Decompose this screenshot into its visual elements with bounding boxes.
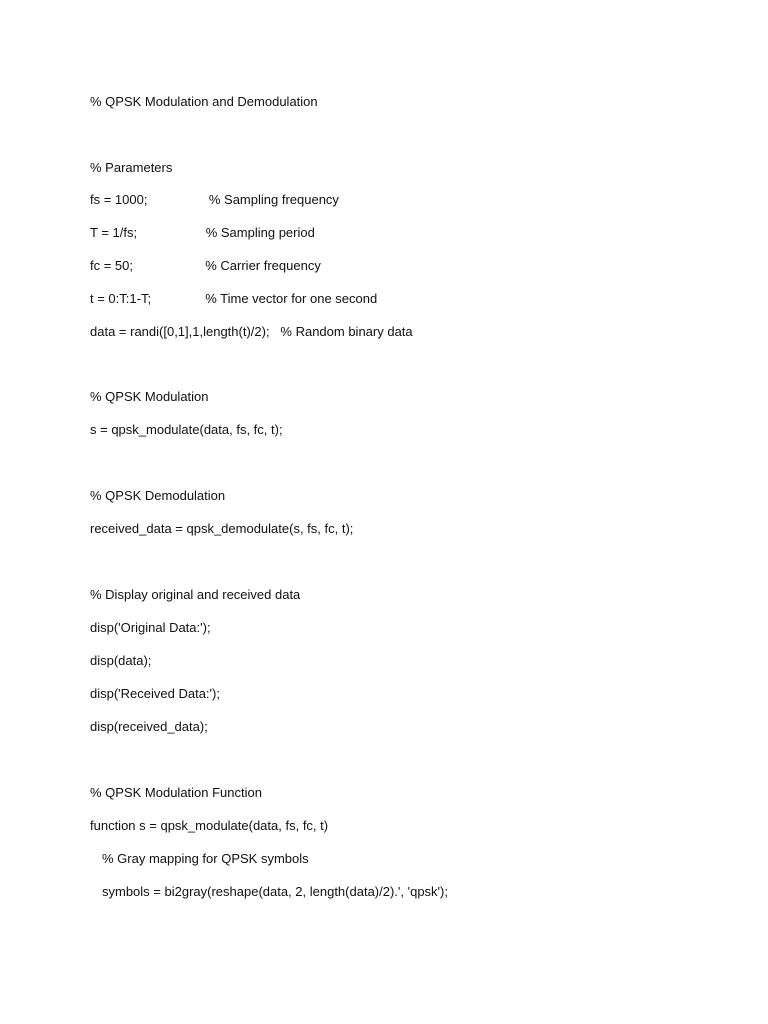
- code-line: % QPSK Modulation Function: [90, 785, 262, 800]
- code-line: disp('Received Data:');: [90, 686, 220, 701]
- code-line: t = 0:T:1-T; % Time vector for one second: [90, 291, 378, 306]
- code-line: % QPSK Modulation and Demodulation: [90, 94, 318, 109]
- code-line: received_data = qpsk_demodulate(s, fs, fc, t);: [90, 521, 354, 536]
- code-line: % Display original and received data: [90, 587, 301, 602]
- code-line: data = randi([0,1],1,length(t)/2); % Random binary data: [90, 324, 413, 339]
- code-line: fc = 50; % Carrier frequency: [90, 258, 321, 273]
- code-line: disp(data);: [90, 653, 152, 668]
- code-line: function s = qpsk_modulate(data, fs, fc, t): [90, 818, 329, 833]
- code-line: fs = 1000; % Sampling frequency: [90, 192, 339, 207]
- code-line: % Gray mapping for QPSK symbols: [102, 851, 309, 866]
- code-line: % QPSK Demodulation: [90, 488, 226, 503]
- code-line: T = 1/fs; % Sampling period: [90, 225, 315, 240]
- code-line: disp('Original Data:');: [90, 620, 211, 635]
- code-line: % QPSK Modulation: [90, 389, 209, 404]
- code-line: % Parameters: [90, 160, 173, 175]
- code-line: s = qpsk_modulate(data, fs, fc, t);: [90, 422, 283, 437]
- code-line: symbols = bi2gray(reshape(data, 2, length(data)/2).', 'qpsk');: [102, 884, 448, 899]
- code-line: disp(received_data);: [90, 719, 208, 734]
